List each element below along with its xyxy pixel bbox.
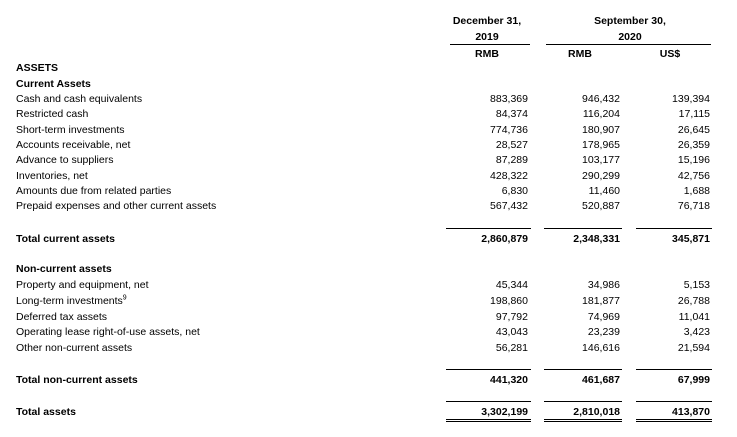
table-cell-usd: 76,718 (677, 200, 710, 212)
footnote-marker: 9 (122, 294, 127, 302)
table-cell-usd: 26,788 (677, 295, 710, 307)
table-cell-usd: 42,756 (677, 170, 710, 182)
table-cell-2020: 34,986 (587, 279, 620, 291)
sep-header-line2: 2020 (618, 31, 642, 43)
section-assets: ASSETS (16, 62, 59, 74)
table-row-label: Amounts due from related parties (16, 185, 172, 197)
total-non-current-assets-label: Total non-current assets (16, 374, 138, 386)
table-cell-2019: 45,344 (495, 279, 528, 291)
table-cell-usd: 11,041 (678, 311, 710, 323)
dec-header-rule (450, 44, 530, 45)
total-non-current-rule (636, 369, 712, 370)
table-cell-2019: 56,281 (495, 342, 528, 354)
total-assets-rule-top (636, 401, 712, 402)
total-assets-2019: 3,302,199 (481, 406, 528, 418)
total-non-current-usd: 67,999 (677, 374, 710, 386)
total-assets-double-rule (446, 419, 531, 420)
table-cell-usd: 26,645 (677, 124, 710, 136)
total-current-rule (636, 228, 712, 229)
table-cell-2019: 774,736 (490, 124, 528, 136)
currency-rmb-2020: RMB (568, 48, 592, 60)
total-assets-double-rule (636, 421, 712, 422)
table-cell-2019: 43,043 (495, 326, 528, 338)
table-row-label: Short-term investments (16, 124, 125, 136)
table-cell-2020: 116,204 (582, 108, 620, 120)
total-current-2019: 2,860,879 (481, 233, 528, 245)
table-cell-2020: 103,177 (582, 154, 620, 166)
total-current-rule (446, 228, 531, 229)
table-cell-usd: 26,359 (677, 139, 710, 151)
total-assets-2020: 2,810,018 (573, 406, 620, 418)
table-row-label: Property and equipment, net (16, 279, 149, 291)
table-cell-2019: 567,432 (490, 200, 528, 212)
table-cell-2020: 180,907 (582, 124, 620, 136)
table-cell-2019: 883,369 (490, 93, 528, 105)
table-row-label: Cash and cash equivalents (16, 93, 143, 105)
table-cell-2019: 87,289 (495, 154, 528, 166)
table-row-label: Long-term investments$^9$ (16, 294, 127, 307)
table-cell-usd: 15,196 (677, 154, 710, 166)
table-cell-usd: 21,594 (677, 342, 710, 354)
table-cell-2019: 28,527 (495, 139, 528, 151)
table-cell-2020: 290,299 (582, 170, 620, 182)
table-cell-usd: 5,153 (683, 279, 710, 291)
table-cell-2020: 178,965 (582, 139, 620, 151)
table-cell-2019: 198,860 (490, 295, 528, 307)
table-row-label: Inventories, net (16, 170, 88, 182)
table-cell-2020: 520,887 (582, 200, 620, 212)
table-cell-2019: 84,374 (495, 108, 528, 120)
total-assets-rule-top (544, 401, 622, 402)
table-cell-2020: 74,969 (587, 311, 620, 323)
table-cell-2020: 146,616 (582, 342, 620, 354)
total-current-2020: 2,348,331 (573, 233, 620, 245)
current-assets-heading: Current Assets (16, 78, 91, 90)
currency-usd-2020: US$ (659, 48, 681, 60)
total-non-current-rule (544, 369, 622, 370)
total-assets-rule-top (446, 401, 531, 402)
total-current-usd: 345,871 (672, 233, 710, 245)
table-cell-2019: 428,322 (490, 170, 528, 182)
table-cell-2020: 946,432 (582, 93, 620, 105)
total-assets-usd: 413,870 (672, 406, 710, 418)
sep-header-rule (546, 44, 711, 45)
total-assets-double-rule (544, 421, 622, 422)
table-cell-2019: 6,830 (501, 185, 528, 197)
table-row-label: Other non-current assets (16, 342, 133, 354)
total-assets-label: Total assets (16, 406, 76, 418)
total-assets-double-rule (636, 419, 712, 420)
table-cell-2020: 23,239 (587, 326, 620, 338)
table-row-label: Accounts receivable, net (16, 139, 131, 151)
total-assets-double-rule (446, 421, 531, 422)
total-assets-double-rule (544, 419, 622, 420)
table-cell-usd: 1,688 (683, 185, 710, 197)
table-row-label: Restricted cash (16, 108, 89, 120)
table-cell-usd: 3,423 (683, 326, 710, 338)
total-non-current-2019: 441,320 (490, 374, 528, 386)
table-cell-2020: 181,877 (582, 295, 620, 307)
total-non-current-2020: 461,687 (582, 374, 620, 386)
table-row-label: Advance to suppliers (16, 154, 114, 166)
table-cell-usd: 139,394 (672, 93, 710, 105)
total-current-rule (544, 228, 622, 229)
table-cell-2019: 97,792 (495, 311, 528, 323)
non-current-assets-heading: Non-current assets (16, 263, 112, 275)
table-cell-usd: 17,115 (678, 108, 710, 120)
sep-header-line1: September 30, (594, 15, 666, 27)
table-row-label: Prepaid expenses and other current assets (16, 200, 217, 212)
table-cell-2020: 11,460 (588, 185, 620, 197)
table-row-label: Operating lease right-of-use assets, net (16, 326, 200, 338)
dec-header-line1: December 31, (452, 15, 522, 27)
currency-rmb-2019: RMB (475, 48, 499, 60)
dec-header-line2: 2019 (475, 31, 499, 43)
total-current-assets-label: Total current assets (16, 233, 116, 245)
table-row-label: Deferred tax assets (16, 311, 108, 323)
total-non-current-rule (446, 369, 531, 370)
